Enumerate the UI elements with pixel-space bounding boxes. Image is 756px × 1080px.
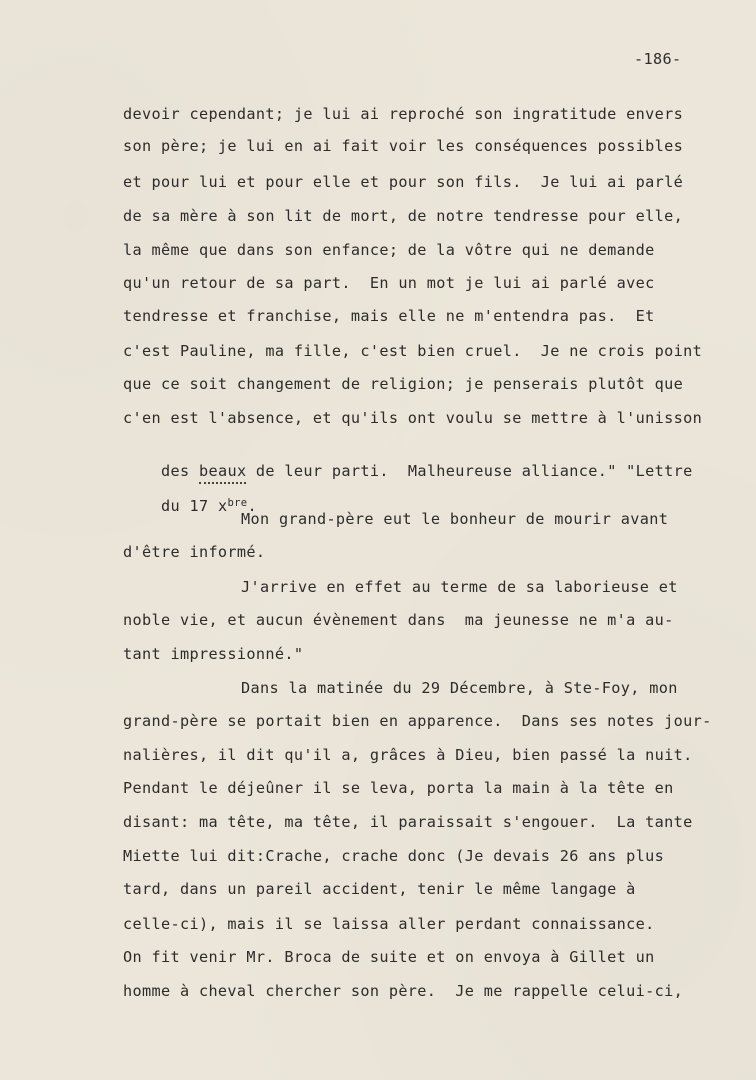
text-line: et pour lui et pour elle et pour son fils. Je lui ai parlé — [123, 173, 684, 191]
text-line: son père; je lui en ai fait voir les conséquences possibles — [123, 137, 684, 155]
text-line: Mon grand-père eut le bonheur de mourir avant — [241, 510, 669, 528]
underlined-word: beaux — [199, 462, 246, 484]
text-line: noble vie, et aucun évènement dans ma jeunesse ne m'a au- — [123, 611, 674, 629]
text-line: On fit venir Mr. Broca de suite et on envoya à Gillet un — [123, 948, 655, 966]
text-line: c'est Pauline, ma fille, c'est bien cruel. Je ne crois point — [123, 342, 703, 360]
text-line: tendresse et franchise, mais elle ne m'entendra pas. Et — [123, 307, 655, 325]
text-line: qu'un retour de sa part. En un mot je lui ai parlé avec — [123, 274, 655, 292]
text-line: d'être informé. — [123, 543, 266, 561]
text-line: tant impressionné." — [123, 645, 304, 663]
text-line: devoir cependant; je lui ai reproché son ingratitude envers — [123, 105, 684, 123]
text-line: Pendant le déjeûner il se leva, porta la main à la tête en — [123, 779, 674, 797]
text-line: Dans la matinée du 29 Décembre, à Ste-Foy, mon — [241, 679, 678, 697]
text-line — [123, 476, 257, 536]
text-line: grand-père se portait bien en apparence. Dans ses notes jour- — [123, 712, 712, 730]
text-line: disant: ma tête, ma tête, il paraissait s'engouer. La tante — [123, 813, 693, 831]
superscript: bre — [227, 497, 248, 510]
text-line: de sa mère à son lit de mort, de notre tendresse pour elle, — [123, 207, 684, 225]
text-line: que ce soit changement de religion; je penserais plutôt que — [123, 375, 684, 393]
text-line: J'arrive en effet au terme de sa laborieuse et — [241, 578, 678, 596]
text-fragment: du 17 x — [160, 497, 228, 515]
text-line: homme à cheval chercher son père. Je me rappelle celui-ci, — [123, 982, 684, 1000]
text-fragment: des — [160, 462, 199, 480]
text-line: nalières, il dit qu'il a, grâces à Dieu, bien passé la nuit. — [123, 746, 693, 764]
text-line: Miette lui dit:Crache, crache donc (Je devais 26 ans plus — [123, 847, 665, 865]
text-line: la même que dans son enfance; de la vôtre qui ne demande — [123, 241, 655, 259]
text-fragment: . — [247, 497, 257, 515]
text-line: c'en est l'absence, et qu'ils ont voulu se mettre à l'unisson — [123, 409, 703, 427]
page-number: -186- — [634, 50, 682, 68]
text-fragment: de leur parti. Malheureuse alliance." "Lettre — [246, 462, 693, 480]
text-line: tard, dans un pareil accident, tenir le même langage à — [123, 880, 636, 898]
text-line: celle-ci), mais il se laissa aller perdant connaissance. — [123, 915, 655, 933]
